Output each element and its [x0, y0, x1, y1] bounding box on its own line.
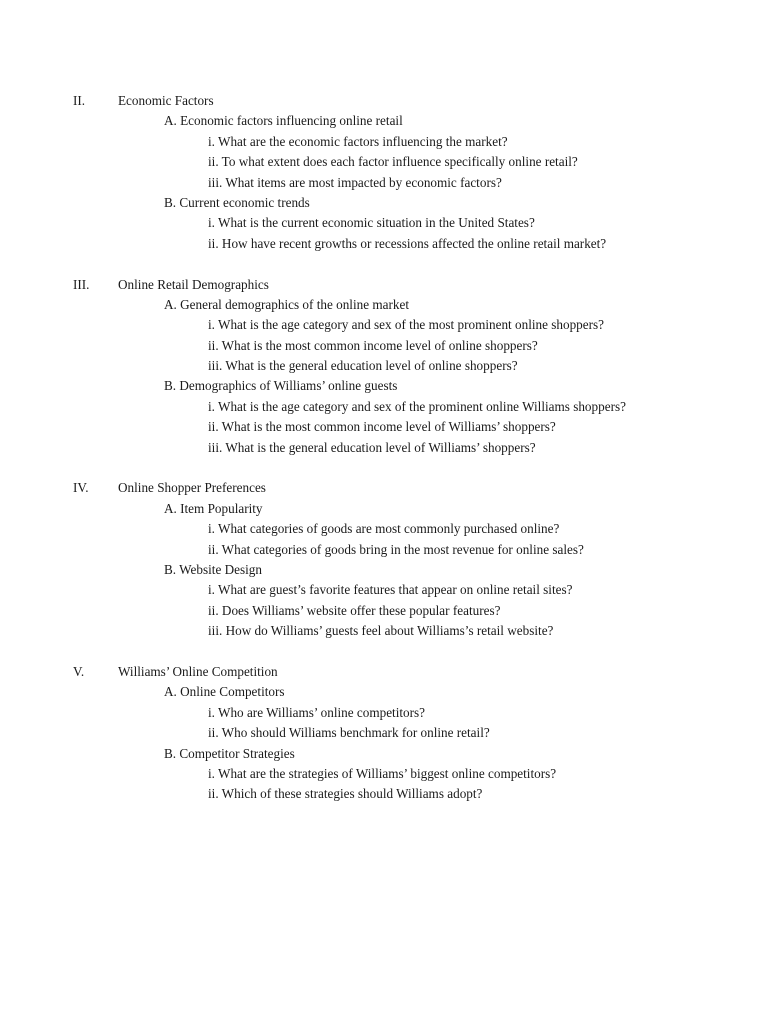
question-item: ii. How have recent growths or recessions affected the online retail market?	[208, 235, 607, 251]
question-item: i. What are guest’s favorite features that appear on online retail sites?	[208, 582, 573, 598]
outline-section	[0, 275, 768, 459]
subsection-heading: B. Demographics of Williams’ online guests	[164, 378, 398, 394]
question-item: ii. What categories of goods bring in the most revenue for online sales?	[208, 541, 584, 557]
section-numeral: V.	[73, 663, 85, 679]
subsection-heading: A. Economic factors influencing online retail	[164, 113, 403, 129]
question-item: ii. To what extent does each factor influence specifically online retail?	[208, 154, 578, 170]
question-item: i. What is the age category and sex of the most prominent online shoppers?	[208, 317, 605, 333]
question-item: iii. What items are most impacted by economic factors?	[208, 174, 502, 190]
outline-section	[0, 91, 768, 254]
subsection-heading: B. Website Design	[164, 561, 262, 577]
question-item: i. What are the economic factors influencing the market?	[208, 133, 508, 149]
section-title: Economic Factors	[118, 93, 214, 108]
question-item: ii. What is the most common income level of online shoppers?	[208, 337, 538, 353]
subsection-heading: A. Online Competitors	[164, 684, 285, 700]
section-heading	[0, 662, 768, 682]
document-outline	[0, 91, 768, 825]
section-numeral: III.	[73, 276, 90, 292]
section-numeral: II.	[73, 93, 86, 108]
question-item: i. Who are Williams’ online competitors?	[208, 704, 426, 720]
question-item: i. What is the current economic situation in the United States?	[208, 215, 535, 231]
question-item: iii. What is the general education level of online shoppers?	[208, 358, 518, 374]
section-title: Williams’ Online Competition	[118, 663, 278, 679]
section-title: Online Retail Demographics	[118, 276, 269, 292]
question-item: i. What are the strategies of Williams’ biggest online competitors?	[208, 765, 557, 781]
question-item: iii. How do Williams’ guests feel about Williams’s retail website?	[208, 623, 554, 639]
question-item: i. What is the age category and sex of the prominent online Williams shoppers?	[208, 398, 626, 414]
question-item: i. What categories of goods are most commonly purchased online?	[208, 521, 560, 537]
subsection-heading: A. Item Popularity	[164, 500, 263, 516]
question-item: iii. What is the general education level of Williams’ shoppers?	[208, 439, 536, 455]
outline-section	[0, 478, 768, 641]
section-heading	[0, 275, 768, 295]
section-numeral: IV.	[73, 480, 89, 496]
subsection-heading: B. Competitor Strategies	[164, 745, 295, 761]
subsection-heading: B. Current economic trends	[164, 194, 310, 210]
question-item: ii. Who should Williams benchmark for online retail?	[208, 725, 490, 741]
question-item: ii. What is the most common income level of Williams’ shoppers?	[208, 419, 556, 435]
section-heading	[0, 91, 768, 111]
subsection-heading: A. General demographics of the online market	[164, 296, 409, 312]
question-item: ii. Does Williams’ website offer these popular features?	[208, 602, 501, 618]
section-title: Online Shopper Preferences	[118, 480, 266, 496]
question-item: ii. Which of these strategies should Williams adopt?	[208, 786, 483, 802]
outline-section	[0, 662, 768, 805]
section-heading	[0, 478, 768, 498]
